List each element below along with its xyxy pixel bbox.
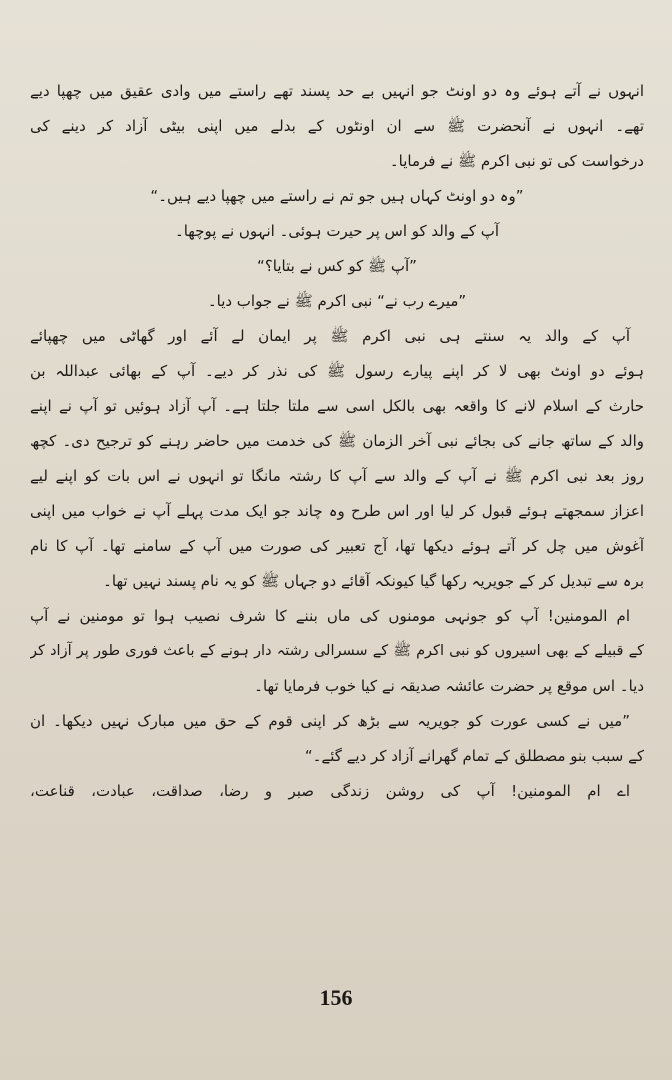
text-line: اے ام المومنین! آپ کی روشن زندگی صبر و رضا، صداقت، عبادت، قناعت، xyxy=(30,782,630,800)
text-line: روز بعد نبی اکرم ﷺ نے آپ کے والد سے آپ کا رشتہ مانگا تو انہوں نے اس بات کو اپنے لیے xyxy=(30,467,644,485)
text-line: اعزاز سمجھتے ہوئے قبول کر لیا اور اس طرح وہ چاند جو ایک مدت پہلے آپ نے خواب میں اپنی xyxy=(30,502,644,520)
quote-line: ”میرے رب نے“ نبی اکرم ﷺ نے جواب دیا۔ xyxy=(207,292,467,310)
text-line: دیا۔ اس موقع پر حضرت عائشہ صدیقہ نے کیا خوب فرمایا تھا۔ xyxy=(254,677,644,695)
text-line: برہ سے تبدیل کر کے جویریہ رکھا گیا کیونکہ آقائے دو جہاں ﷺ کو یہ نام پسند نہیں تھا۔ xyxy=(103,572,644,590)
text-line: والد کے ساتھ جانے کی بجائے نبی آخر الزمان ﷺ کی خدمت میں حاضر رہنے کو ترجیح دی۔ کچھ xyxy=(30,432,644,450)
text-line: انہوں نے آتے ہوئے وہ دو اونٹ جو انہیں بے حد پسند تھے راستے میں وادی عقیق میں چھپا دیے xyxy=(30,82,644,100)
text-line: ہوئے دو اونٹ بھی لا کر اپنے پیارے رسول ﷺ کی نذر کر دیے۔ آپ کے بھائی عبداللہ بن xyxy=(30,362,644,380)
text-line: تھے۔ انہوں نے آنحضرت ﷺ سے ان اونٹوں کے بدلے میں اپنی بیٹی آزاد کر دینے کی xyxy=(30,117,644,135)
page-body-text xyxy=(30,74,644,809)
text-line: آپ کے والد یہ سنتے ہی نبی اکرم ﷺ پر ایمان لے آئے اور گھاٹی میں چھپائے xyxy=(30,327,630,345)
quote-line: ”وہ دو اونٹ کہاں ہیں جو تم نے راستے میں چھپا دیے ہیں۔“ xyxy=(150,187,524,205)
text-line: درخواست کی تو نبی اکرم ﷺ نے فرمایا۔ xyxy=(389,152,644,170)
quote-line: ”میں نے کسی عورت کو جویریہ سے بڑھ کر اپنی قوم کے حق میں مبارک نہیں دیکھا۔ ان xyxy=(30,712,630,730)
page-number: 156 xyxy=(319,985,353,1010)
quote-line: کے سبب بنو مصطلق کے تمام گھرانے آزاد کر دیے گئے۔“ xyxy=(304,747,644,765)
quote-line: ”آپ ﷺ کو کس نے بتایا؟“ xyxy=(257,257,417,275)
text-line: کے قبیلے کے بھی اسیروں کو نبی اکرم ﷺ کے سسرالی رشتہ دار ہونے کے باعث فوری طور پر آزاد کر xyxy=(30,643,644,659)
text-line: ام المومنین! آپ کو جونہی مومنوں کی ماں بننے کا شرف نصیب ہوا تو مومنین نے آپ xyxy=(30,607,630,625)
text-line: آپ کے والد کو اس پر حیرت ہوئی۔ انہوں نے پوچھا۔ xyxy=(174,222,500,240)
text-line: حارث کے اسلام لانے کا واقعہ بھی بالکل اسی سے ملتا جلتا ہے۔ آپ آزاد ہوئیں تو آپ نے اپنے xyxy=(30,397,644,415)
text-line: آغوش میں چل کر آتے ہوئے دیکھا تھا، آج تعبیر کی صورت میں آپ کے سامنے تھا۔ آپ کا نام xyxy=(30,537,644,555)
